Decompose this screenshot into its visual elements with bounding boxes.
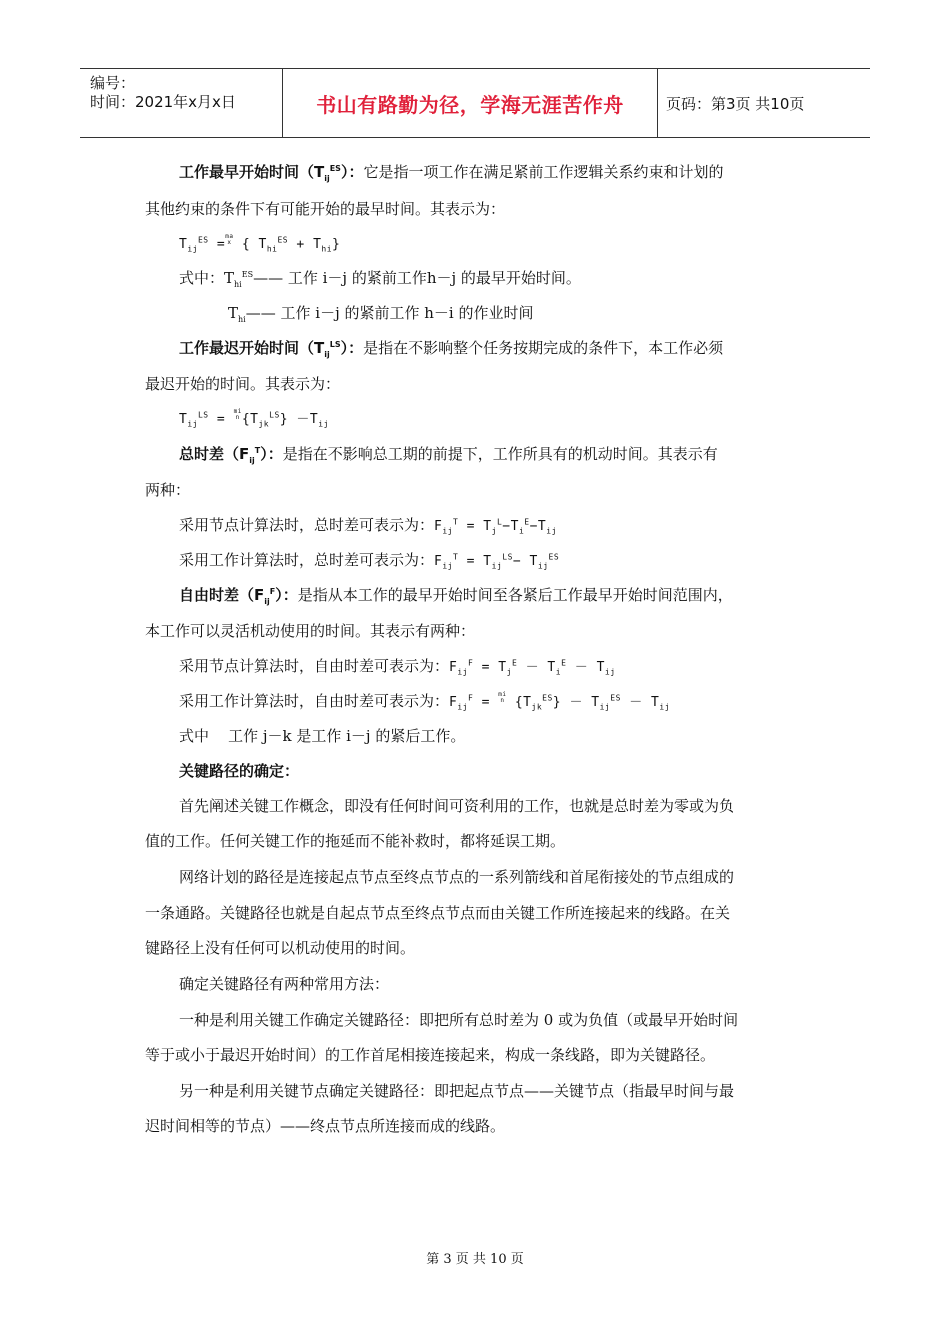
es-where-2 — [228, 303, 533, 323]
paragraph-2-line-2: 一条通路。关键路径也就是自起点节点至终点节点而由关键工作所连接起来的线路。在关 — [145, 904, 731, 922]
es-close: ）： — [340, 163, 364, 181]
tf-def2: 两种： — [145, 481, 191, 499]
ff-op-bot: n — [500, 697, 505, 704]
header-left-cell — [80, 69, 283, 137]
ls-formula-lhs: T — [179, 412, 188, 427]
ff-node-sup: F — [467, 658, 474, 668]
ff-sub: ij — [264, 597, 270, 606]
where2-pre: T — [228, 304, 239, 322]
tf-node-line — [179, 515, 557, 537]
ff-where: 式中 工作 j－k 是工作 i－j 的紧后工作。 — [179, 727, 466, 745]
paragraph-1-line-1: 首先阐述关键工作概念，即没有任何时间可资利用的工作，也就是总时差为零或为负 — [179, 797, 735, 815]
ff-node-pre: 采用节点计算法时，自由时差可表示为： — [179, 657, 450, 675]
ls-formula-rhs: {T — [241, 412, 259, 427]
ff-work-rhs-sup: ES — [542, 693, 553, 703]
paragraph-5-line-2: 迟时间相等的节点）——终点节点所连接而成的线路。 — [145, 1117, 506, 1135]
tf-work-formula — [434, 554, 559, 569]
es-term: 工作最早开始时间（T — [179, 163, 325, 181]
paragraph-1-line-2: 值的工作。任何关键工作的拖延而不能补救时，都将延误工期。 — [145, 832, 566, 850]
ls-definition-line-1 — [179, 338, 723, 358]
ff-def2: 本工作可以灵活机动使用的时间。其表示有两种： — [145, 622, 476, 640]
ff-work-eq: = — [473, 695, 499, 710]
page-header — [80, 68, 870, 138]
es-formula-sup: ES — [197, 235, 209, 245]
ff-node-end: － T — [566, 660, 605, 675]
ls-def2: 最迟开始的时间。其表示为： — [145, 375, 341, 393]
ff-node-line — [179, 656, 616, 678]
tf-work-sup3: ES — [548, 552, 560, 562]
ls-formula-end-sub: ij — [318, 419, 329, 429]
ff-work-end-sub: ij — [659, 702, 671, 712]
tf-work-sup: T — [452, 552, 459, 562]
ls-close: ）： — [340, 339, 364, 357]
tf-node-rest: = T — [458, 519, 492, 534]
ff-node-i-sup: E — [561, 658, 567, 668]
ff-work-mid-sub: ij — [599, 702, 611, 712]
ff-term: 自由时差（F — [179, 586, 265, 604]
ls-def1: 是指在不影响整个任务按期完成的条件下，本工作必须 — [363, 339, 724, 357]
es-where-1 — [179, 268, 581, 288]
ff-node-end-sub: ij — [604, 667, 616, 677]
header-motto: 书山有路勤为径，学海无涯苦作舟 — [316, 92, 624, 117]
ls-term: 工作最迟开始时间（T — [179, 339, 325, 357]
tf-close: ）： — [260, 445, 283, 463]
document-code-label: 编号： — [90, 74, 136, 92]
ff-work-rhs: {T — [506, 695, 532, 710]
ff-node-f: F — [449, 660, 458, 675]
ff-work-formula — [449, 691, 671, 712]
where2-sub: hi — [238, 315, 246, 324]
es-formula-rhs-sub1: hi — [266, 244, 278, 254]
ls-op-top: mi — [233, 408, 242, 415]
es-formula-rhs: { T — [233, 237, 267, 252]
ls-formula-eq: = — [208, 412, 234, 427]
tf-sup: T — [254, 446, 261, 455]
tf-node-j-sub: j — [491, 526, 497, 536]
tf-work-line — [179, 550, 559, 572]
tf-node-minus: −T — [502, 519, 519, 534]
header-motto-cell — [283, 69, 658, 137]
paragraph-3: 确定关键路径有两种常用方法： — [179, 975, 390, 993]
where1-sub: hi — [234, 280, 242, 289]
es-op-bot: x — [227, 239, 232, 246]
paragraph-2-line-1: 网络计划的路径是连接起点节点至终点节点的一系列箭线和首尾衔接处的节点组成的 — [179, 868, 735, 886]
es-formula — [179, 234, 340, 255]
tf-work-rest: = T — [458, 554, 492, 569]
ff-node-rest: = T — [473, 660, 507, 675]
tf-definition-line-1 — [179, 444, 718, 464]
ff-work-f: F — [449, 695, 458, 710]
where2-text: —— 工作 i－j 的紧前工作 h－i 的作业时间 — [245, 304, 534, 322]
where1-pre: 式中：T — [179, 269, 235, 287]
ff-work-mid-sup: ES — [610, 693, 621, 703]
ls-op-bot: n — [235, 414, 240, 421]
tf-work-pre: 采用工作计算法时，总时差可表示为： — [179, 551, 435, 569]
es-formula-eq: = — [208, 237, 226, 252]
tf-node-j-sup: L — [496, 517, 503, 527]
tf-node-i-sup: E — [524, 517, 530, 527]
ls-sup: LS — [329, 340, 341, 349]
es-op-top: ma — [225, 233, 234, 240]
ff-node-minus: － T — [517, 660, 556, 675]
ls-formula-rhs-sup: LS — [269, 410, 280, 420]
paragraph-5-line-1: 另一种是利用关键节点确定关键路径：即把起点节点——关键节点（指最早时间与最 — [179, 1082, 735, 1100]
tf-node-end-sub: ij — [546, 526, 557, 536]
ff-work-line — [179, 691, 670, 713]
es-formula-end: } — [332, 237, 341, 252]
ff-def1: 是指从本工作的最早开始时间至各紧后工作最早开始时间范围内， — [297, 586, 733, 604]
ff-node-formula — [449, 660, 616, 675]
ff-node-j-sub: j — [506, 667, 512, 677]
tf-node-pre: 采用节点计算法时，总时差可表示为： — [179, 516, 435, 534]
ff-sup: F — [269, 587, 276, 596]
ls-formula — [179, 409, 329, 430]
ls-formula-end: } －T — [279, 412, 319, 427]
tf-def1: 是指在不影响总工期的前提下，工作所具有的机动时间。其表示有 — [282, 445, 718, 463]
es-definition-line-1 — [179, 162, 723, 182]
tf-node-sub: ij — [442, 526, 453, 536]
ls-formula-min-operator — [234, 409, 242, 421]
es-formula-rhs-sup1: ES — [277, 235, 289, 245]
tf-term: 总时差（F — [179, 445, 250, 463]
tf-node-f: F — [434, 519, 443, 534]
tf-work-sub3: ij — [537, 561, 549, 571]
ls-formula-sub: ij — [187, 419, 198, 429]
es-formula-sub: ij — [187, 244, 198, 254]
ff-close: ）： — [275, 586, 298, 604]
es-sup: ES — [329, 164, 341, 173]
header-page-cell — [658, 69, 878, 137]
es-sub: ij — [324, 174, 330, 183]
es-formula-rhs-sub2: hi — [321, 244, 333, 254]
tf-node-i-sub: i — [518, 526, 525, 536]
tf-work-f: F — [434, 554, 443, 569]
tf-node-sup: T — [452, 517, 459, 527]
header-page-label: 页码：第3页 共10页 — [666, 94, 805, 113]
tf-node-end: −T — [529, 519, 547, 534]
es-formula-lhs: T — [179, 237, 188, 252]
tf-node-formula — [434, 519, 557, 534]
ff-node-i-sub: i — [555, 667, 562, 677]
ff-op-top: mi — [498, 691, 507, 698]
ff-work-mid: } － T — [552, 695, 600, 710]
ff-work-sub: ij — [457, 702, 468, 712]
critical-path-heading: 关键路径的确定： — [179, 762, 300, 780]
paragraph-2-line-3: 键路径上没有任何可以机动使用的时间。 — [145, 939, 416, 957]
ff-work-rhs-sub: jk — [531, 702, 543, 712]
ff-work-pre: 采用工作计算法时，自由时差可表示为： — [179, 692, 450, 710]
ff-work-min-operator — [498, 692, 506, 704]
ff-node-j-sup: E — [511, 658, 518, 668]
tf-work-sup2: LS — [502, 552, 513, 562]
paragraph-4-line-1: 一种是利用关键工作确定关键路径：即把所有总时差为 0 或为负值（或最早开始时间 — [179, 1011, 739, 1029]
ls-formula-sup: LS — [197, 410, 209, 420]
tf-sub: ij — [249, 456, 255, 465]
where1-sup: ES — [241, 270, 254, 279]
ls-sub: ij — [324, 350, 330, 359]
paragraph-4-line-2: 等于或小于最迟开始时间）的工作首尾相接连接起来，构成一条线路，即为关键路径。 — [145, 1046, 716, 1064]
ff-node-sub: ij — [457, 667, 468, 677]
page-footer: 第 3 页 共 10 页 — [426, 1252, 524, 1267]
ff-definition-line-1 — [179, 585, 733, 605]
ls-formula-rhs-sub: jk — [258, 419, 270, 429]
tf-work-sub2: ij — [491, 561, 503, 571]
tf-work-sub: ij — [442, 561, 453, 571]
ff-work-end: － T — [620, 695, 660, 710]
es-formula-max-operator — [225, 234, 233, 246]
es-def2: 其他约束的条件下有可能开始的最早时间。其表示为： — [145, 200, 506, 218]
document-date-label: 时间：2021年x月x日 — [90, 93, 236, 111]
es-def1: 它是指一项工作在满足紧前工作逻辑关系约束和计划的 — [363, 163, 724, 181]
ff-work-sup: F — [467, 693, 474, 703]
es-formula-plus: + T — [288, 237, 322, 252]
where1-text: —— 工作 i－j 的紧前工作h－j 的最早开始时间。 — [253, 269, 581, 287]
tf-work-minus: − T — [512, 554, 538, 569]
